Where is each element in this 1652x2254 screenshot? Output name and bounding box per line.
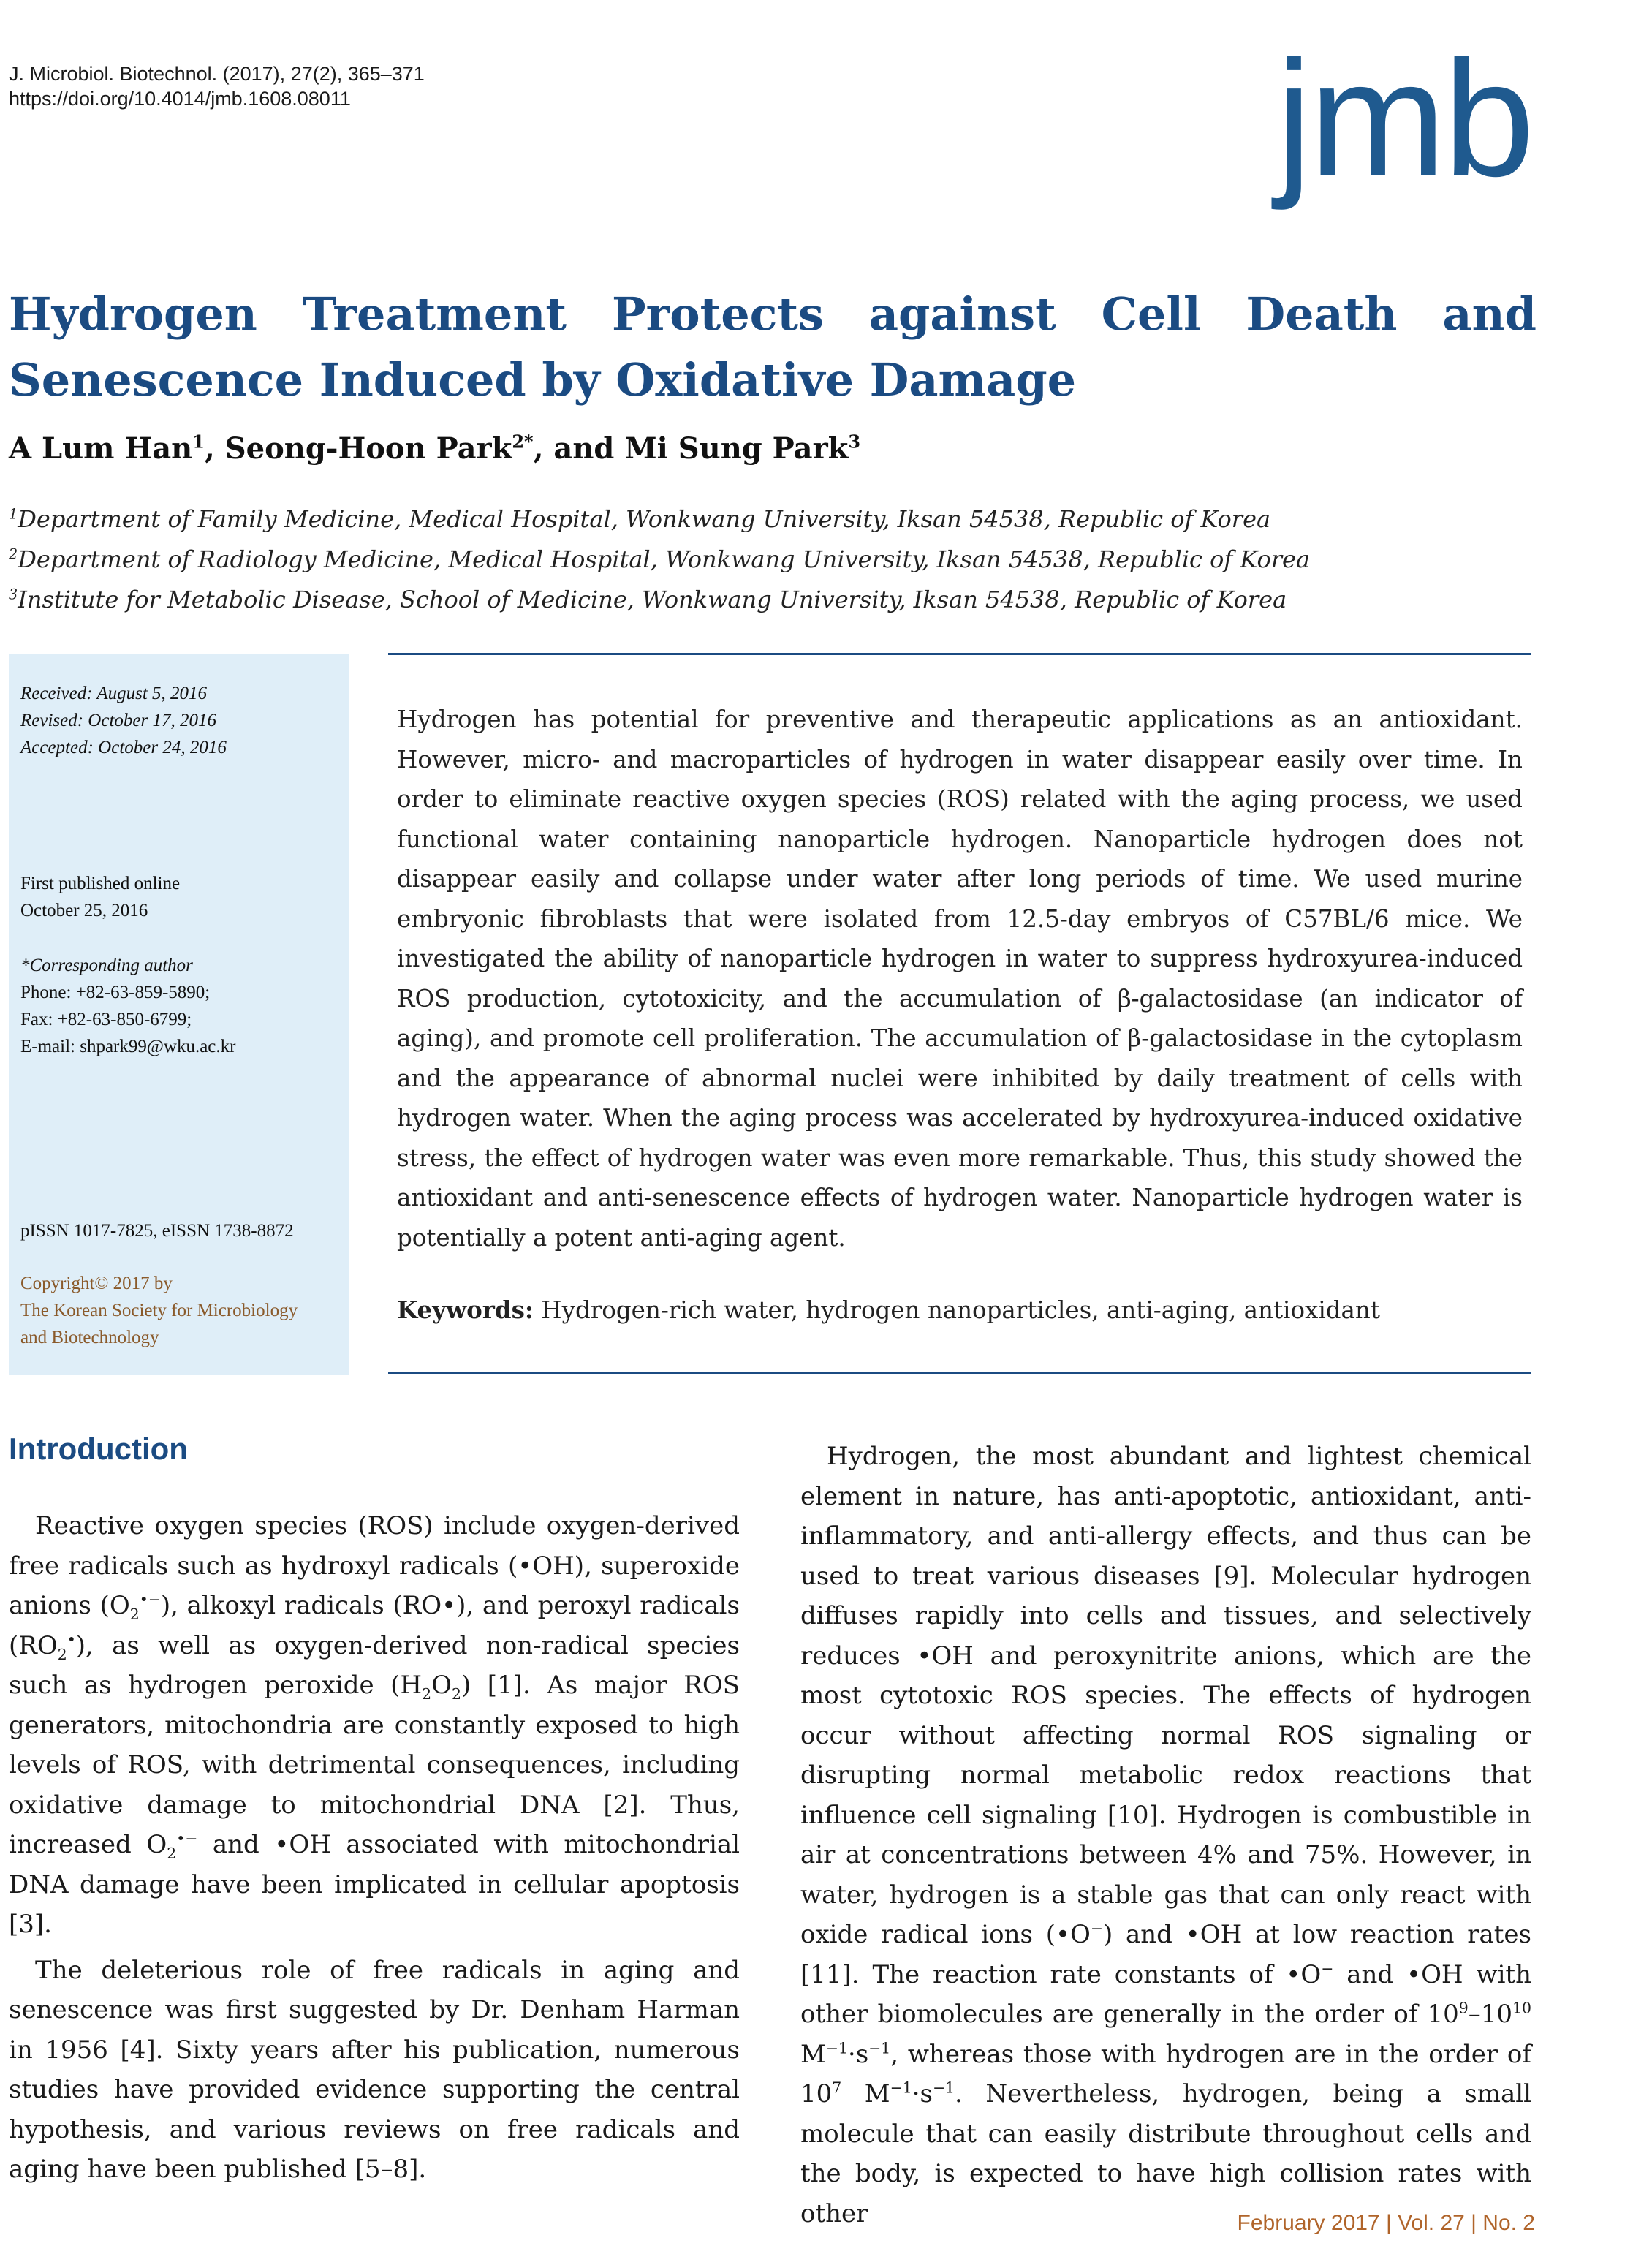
journal-logo: jmb (1276, 26, 1532, 211)
text-run: , whereas those with hydrogen are in the order of 10 (800, 2039, 1531, 2109)
subscript: 2 (129, 1605, 140, 1623)
intro-left-column (9, 1506, 740, 2190)
text-run: O (431, 1671, 452, 1700)
copyright-line-2: The Korean Society for Microbiology (20, 1301, 298, 1320)
text-run: ), as well as oxygen-derived non-radical species such as hydrogen peroxide (H (9, 1630, 740, 1700)
text-run: Reactive oxygen species (ROS) include oxygen-derived free radicals such as hydroxyl radicals (•OH), superoxide anions (O (9, 1511, 740, 1620)
text-run: ) and •OH at low reaction rates [11]. The reaction rate constants of •O (800, 1920, 1531, 1989)
text-run: M (841, 2079, 890, 2109)
copyright-line-1: Copyright© 2017 by (20, 1274, 173, 1293)
affiliation-marker: 3 (9, 586, 18, 603)
paragraph (9, 1506, 740, 1945)
affiliation-text: Department of Family Medicine, Medical Hospital, Wonkwang University, Iksan 54538, Republic of Korea (18, 505, 1271, 533)
text-run: Hydrogen, the most abundant and lightest chemical element in nature, has anti-apoptotic, antioxidant, anti-inflammatory, and anti-allergy effects, and thus can be used to treat various diseases [9]. Molecular hydrogen diffuses rapidly into cells and tissues, and selectively reduces •OH and peroxynitrite anions, which are the most cytotoxic ROS species. The effects of hydrogen occur without affecting normal ROS signaling or disrupting normal metabolic redox reactions that influence cell signaling [10]. Hydrogen is combustible in air at concentrations between 4% and 75%. However, in water, hydrogen is a stable gas that can only react with oxide radical ions (•O (800, 1442, 1531, 1949)
text-run: M (800, 2039, 826, 2069)
superscript: 9 (1458, 1999, 1469, 2017)
subscript: 2 (422, 1684, 432, 1703)
affiliation-2 (9, 540, 1544, 580)
keywords (397, 1290, 1523, 1331)
email-link[interactable]: E-mail: shpark99@wku.ac.kr (20, 1037, 236, 1056)
abstract-top-rule (388, 653, 1531, 655)
affiliation-text: Institute for Metabolic Disease, School of Medicine, Wonkwang University, Iksan 54538, Republic of Korea (18, 586, 1287, 613)
received-date: Received: August 5, 2016 (20, 684, 208, 703)
fax: Fax: +82-63-850-6799; (20, 1010, 192, 1029)
affiliation-3 (9, 580, 1544, 620)
abstract-bottom-rule (388, 1372, 1531, 1374)
superscript: −1 (825, 2039, 848, 2057)
author-list (9, 431, 860, 466)
author-separator: , and (533, 431, 625, 466)
journal-citation: J. Microbiol. Biotechnol. (2017), 27(2), 365–371 (9, 63, 425, 85)
section-heading-introduction: Introduction (9, 1432, 188, 1466)
superscript: •− (176, 1829, 198, 1848)
issn: pISSN 1017-7825, eISSN 1738-8872 (20, 1221, 294, 1241)
affiliation-marker: 2 (9, 545, 18, 563)
article-title: Hydrogen Treatment Protects against Cell Death and Senescence Induced by Oxidative Damage (9, 287, 1537, 406)
text-run: . Nevertheless, hydrogen, being a small molecule that can easily distribute throughout cells and the body, is expected to have high collision rates with other (800, 2079, 1532, 2228)
author-separator: , (204, 431, 225, 466)
author-name: Mi Sung Park (624, 431, 849, 466)
corresponding-author-label: *Corresponding author (20, 956, 193, 975)
revised-date: Revised: October 17, 2016 (20, 711, 216, 730)
text-run: and •OH with other biomolecules are generally in the order of 10 (800, 1959, 1531, 2029)
superscript: − (1090, 1919, 1103, 1937)
superscript: − (1321, 1959, 1334, 1978)
text-run: ·s (912, 2079, 933, 2109)
text-run: ), alkoxyl radicals (RO•), and peroxyl radicals (RO (9, 1591, 740, 1660)
superscript: • (67, 1630, 76, 1649)
doi-link[interactable]: https://doi.org/10.4014/jmb.1608.08011 (9, 88, 351, 110)
paragraph (800, 1437, 1531, 2234)
affiliations (9, 499, 1544, 620)
published-label: First published online (20, 874, 181, 893)
accepted-date: Accepted: October 24, 2016 (20, 738, 227, 757)
keywords-label: Keywords: (397, 1296, 534, 1324)
paragraph: The deleterious role of free radicals in aging and senescence was first suggested by Dr. Denham Harman in 1956 [4]. Sixty years after his publication, numerous studies have provided evidence supporting the central hypothesis, and various reviews on free radicals and aging have been published [5–8]. (9, 1955, 740, 2184)
text-run: ·s (847, 2039, 869, 2069)
subscript: 2 (167, 1844, 177, 1862)
author-affil-marker: 2* (512, 431, 534, 453)
affiliation-1 (9, 499, 1544, 540)
superscript: −1 (890, 2079, 912, 2097)
superscript: −1 (868, 2039, 891, 2057)
text-run: and •OH associated with mitochondrial DNA damage have been implicated in cellular apoptosis [3]. (9, 1830, 740, 1939)
keywords-list: Hydrogen-rich water, hydrogen nanoparticles, anti-aging, antioxidant (541, 1296, 1380, 1324)
subscript: 2 (451, 1684, 461, 1703)
text-run: –10 (1468, 2000, 1513, 2029)
text-run: ) [1]. As major ROS generators, mitochondria are constantly exposed to high levels of ROS, with detrimental consequences, including oxidative damage to mitochondrial DNA [2]. Thus, increased O (9, 1671, 740, 1859)
phone: Phone: +82-63-859-5890; (20, 983, 211, 1002)
author-affil-marker: 3 (848, 431, 861, 453)
superscript: •− (139, 1590, 161, 1608)
author-name: Seong-Hoon Park (224, 431, 512, 466)
intro-right-column (800, 1437, 1531, 2234)
published-date: October 25, 2016 (20, 901, 148, 920)
author-name: A Lum Han (9, 431, 193, 466)
superscript: −1 (932, 2079, 955, 2097)
page-footer: February 2017 | Vol. 27 | No. 2 (1237, 2211, 1535, 2235)
subscript: 2 (57, 1645, 67, 1663)
copyright-line-3: and Biotechnology (20, 1328, 159, 1347)
affiliation-text: Department of Radiology Medicine, Medical Hospital, Wonkwang University, Iksan 54538, Republic of Korea (18, 545, 1311, 573)
superscript: 10 (1512, 1999, 1531, 2017)
abstract-text: Hydrogen has potential for preventive and therapeutic applications as an antioxidant. However, micro- and macroparticles of hydrogen in water disappear easily over time. In order to eliminate reactive oxygen species (ROS) related with the aging process, we used functional water containing nanoparticle hydrogen. Nanoparticle hydrogen does not disappear easily and collapse under water after long periods of time. We used murine embryonic fibroblasts that were isolated from 12.5-day embryos of C57BL/6 mice. We investigated the ability of nanoparticle hydrogen in water to suppress hydroxyurea-induced ROS production, cytotoxicity, and the accumulation of β-galactosidase (an indicator of aging), and promote cell proliferation. The accumulation of β-galactosidase in the cytoplasm and the appearance of abnormal nuclei were inhibited by daily treatment of cells with hydrogen water. When the aging process was accelerated by hydroxyurea-induced oxidative stress, the effect of hydrogen water was even more remarkable. Thus, this study showed the antioxidant and anti-senescence effects of hydrogen water. Nanoparticle hydrogen water is potentially a potent anti-aging agent. (397, 706, 1523, 1252)
author-affil-marker: 1 (192, 431, 205, 453)
affiliation-marker: 1 (9, 505, 18, 523)
superscript: 7 (832, 2079, 842, 2097)
